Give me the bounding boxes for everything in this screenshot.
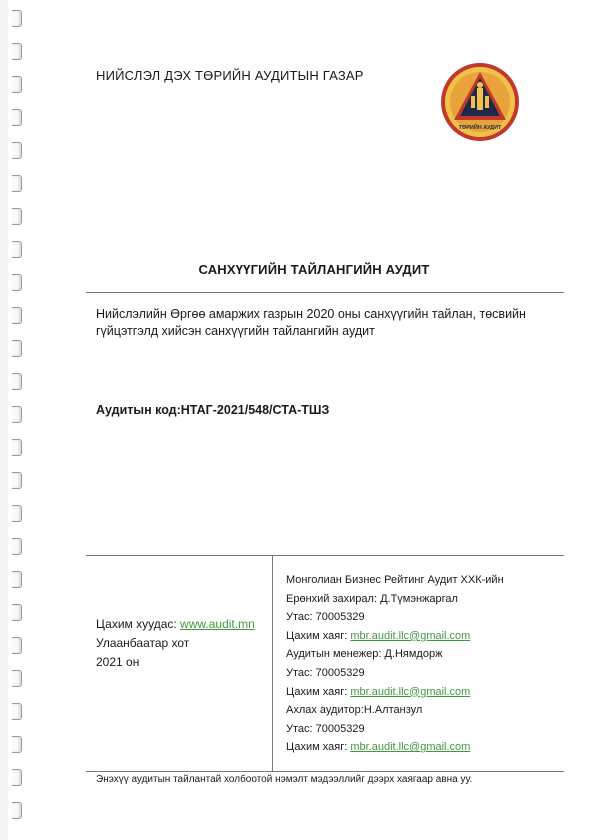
binding-hole: [12, 802, 22, 819]
manager-email-link[interactable]: mbr.audit.llc@gmail.com: [350, 685, 471, 698]
binding-hole: [12, 208, 22, 225]
senior-auditor-email-line: [286, 738, 504, 757]
senior-auditor-name: Ахлах аудитор:Н.Алтанзул: [286, 704, 423, 717]
binding-hole: [12, 703, 22, 720]
website-line: [96, 615, 255, 634]
audit-firm-contacts: [286, 571, 504, 757]
binding-hole: [12, 472, 22, 489]
binding-hole: [12, 76, 22, 93]
svg-text:ТӨРИЙН АУДИТ: ТӨРИЙН АУДИТ: [458, 125, 502, 131]
firm-name: Монголиан Бизнес Рейтинг Аудит ХХК-ийн: [286, 574, 504, 586]
year-line: 2021 он: [96, 655, 140, 669]
binding-hole: [12, 670, 22, 687]
senior-auditor-email-link[interactable]: mbr.audit.llc@gmail.com: [350, 741, 471, 754]
binding-hole: [12, 604, 22, 621]
footer-note: Энэхүү аудитын тайлантай холбоотой нэмэлт мэдээллийг дээрх хаягаар авна уу.: [96, 774, 473, 785]
binding-hole: [12, 109, 22, 126]
auditor-office-info: [96, 615, 255, 672]
contact-column-divider: [272, 555, 273, 771]
binding-hole: [12, 406, 22, 423]
binding-hole: [12, 241, 22, 258]
audit-code: Аудитын код:НТАГ-2021/548/СТА-ТШЗ: [96, 403, 330, 417]
city-line: Улаанбаатар хот: [96, 636, 190, 650]
binding-hole: [12, 769, 22, 786]
email-label: Цахим хаяг:: [286, 629, 351, 642]
report-subtitle: Нийслэлийн Өргөө амаржих газрын 2020 оны санхүүгийн тайлан, төсвийн гүйцэтгэлд хийсэн санхүүгийн тайлангийн аудит: [96, 307, 526, 338]
footer-divider: [86, 771, 564, 772]
email-label: Цахим хаяг:: [286, 685, 351, 698]
binding-hole: [12, 43, 22, 60]
title-divider: [86, 292, 564, 293]
organization-name: НИЙСЛЭЛ ДЭХ ТӨРИЙН АУДИТЫН ГАЗАР: [96, 68, 364, 83]
email-label: Цахим хаяг:: [286, 741, 351, 754]
binding-hole: [12, 373, 22, 390]
binding-hole: [12, 340, 22, 357]
senior-auditor-phone: Утас: 70005329: [286, 722, 365, 735]
binding-hole: [12, 505, 22, 522]
spiral-binding: [8, 0, 30, 840]
binding-hole: [12, 175, 22, 192]
binding-hole: [12, 307, 22, 324]
manager-phone: Утас: 70005329: [286, 666, 365, 679]
report-title: САНХҮҮГИЙН ТАЙЛАНГИЙН АУДИТ: [198, 262, 430, 277]
contact-top-divider: [86, 555, 564, 556]
manager-name: Аудитын менежер: Д.Нямдорж: [286, 648, 443, 661]
binding-hole: [12, 538, 22, 555]
binding-hole: [12, 142, 22, 159]
director-email-link[interactable]: mbr.audit.llc@gmail.com: [350, 629, 471, 642]
binding-hole: [12, 439, 22, 456]
manager-email-line: [286, 683, 504, 702]
binding-hole: [12, 10, 22, 27]
audit-seal-logo: [440, 62, 520, 142]
website-link[interactable]: www.audit.mn: [180, 617, 255, 631]
document-page: [8, 0, 612, 840]
binding-hole: [12, 736, 22, 753]
binding-hole: [12, 571, 22, 588]
binding-hole: [12, 637, 22, 654]
director-name: Ерөнхий захирал: Д.Түмэнжаргал: [286, 592, 458, 605]
director-phone: Утас: 70005329: [286, 611, 365, 624]
director-email-line: [286, 627, 504, 646]
website-label: Цахим хуудас:: [96, 617, 181, 631]
